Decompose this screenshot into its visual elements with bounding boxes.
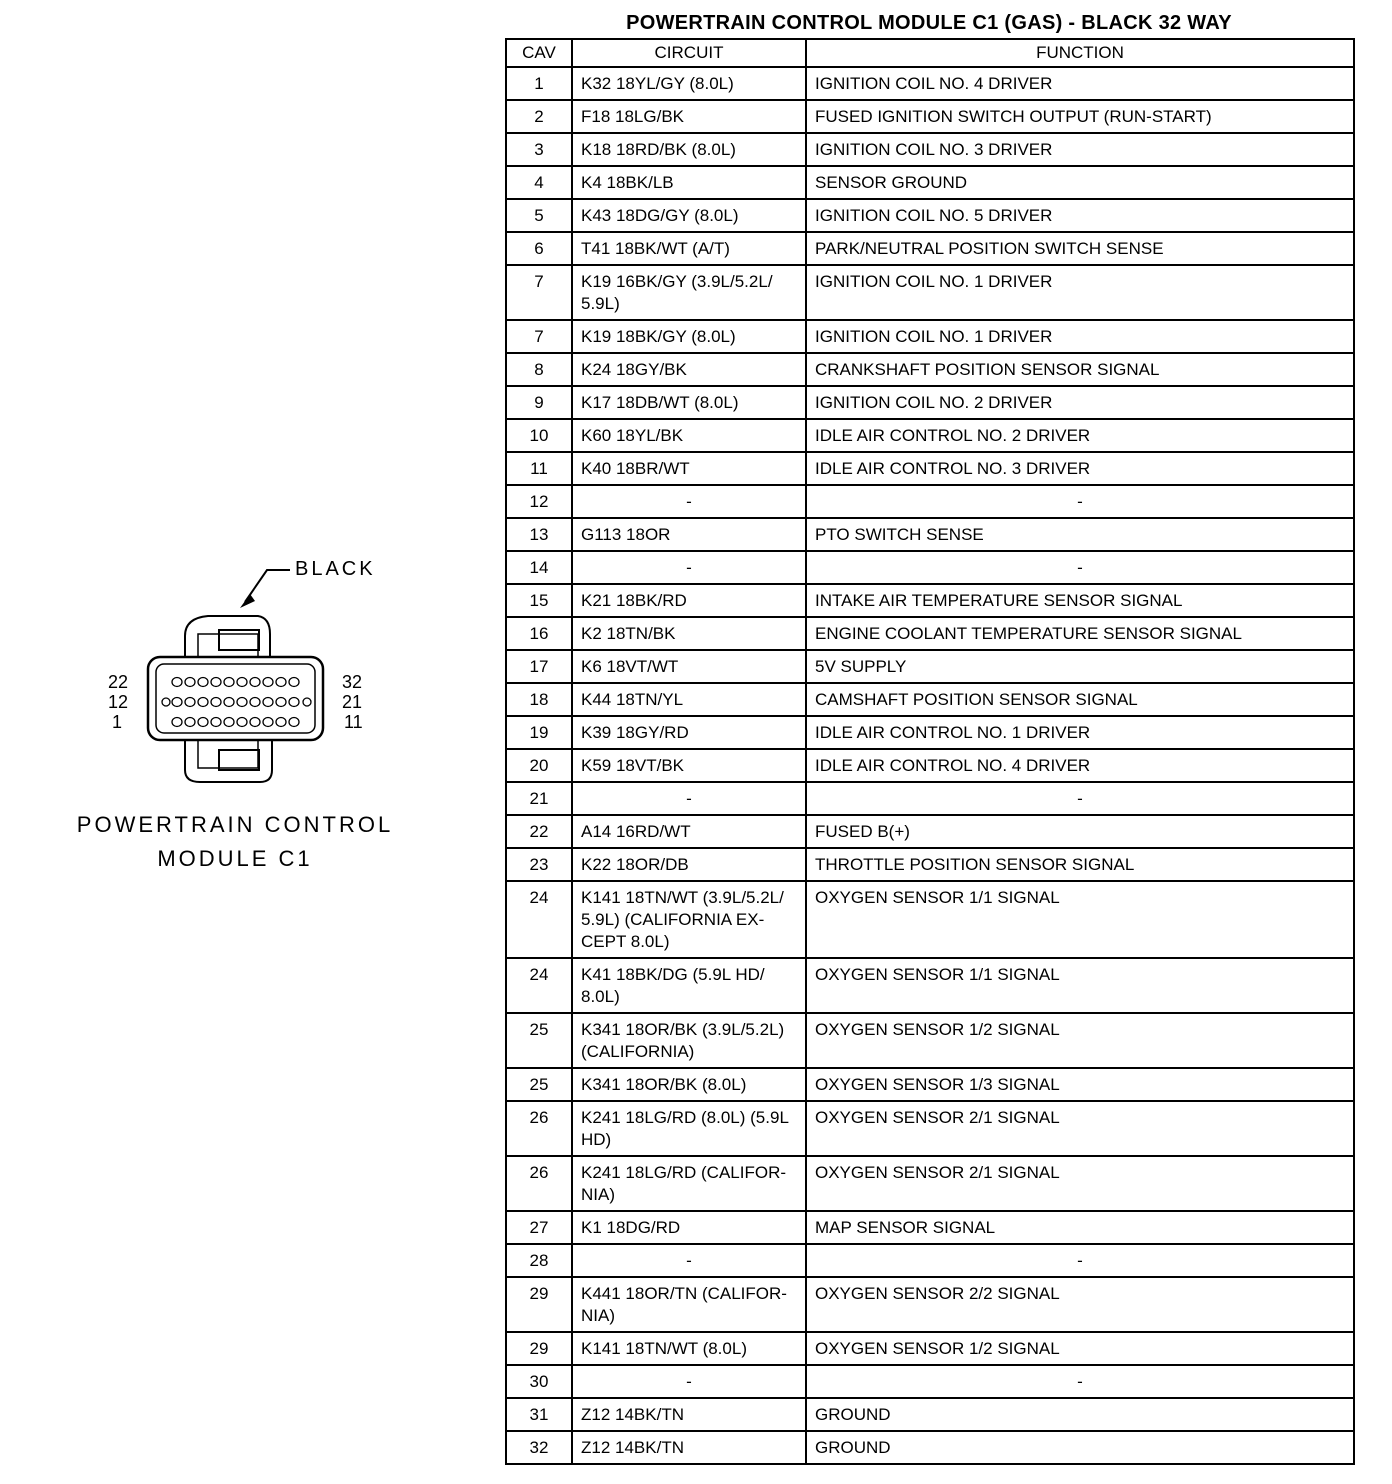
circuit-cell: K1 18DG/RD (572, 1211, 806, 1244)
function-cell: - (806, 551, 1354, 584)
table-row (506, 1332, 1354, 1365)
cav-cell: 24 (506, 958, 572, 1013)
function-cell: THROTTLE POSITION SENSOR SIGNAL (806, 848, 1354, 881)
circuit-cell: F18 18LG/BK (572, 100, 806, 133)
cavity-hole (198, 718, 208, 727)
cavity-hole (250, 718, 260, 727)
circuit-cell: G113 18OR (572, 518, 806, 551)
table-row (506, 232, 1354, 265)
cav-cell: 30 (506, 1365, 572, 1398)
cavity-hole (185, 698, 195, 707)
cav-cell: 8 (506, 353, 572, 386)
circuit-cell: T41 18BK/WT (A/T) (572, 232, 806, 265)
function-cell: INTAKE AIR TEMPERATURE SENSOR SIGNAL (806, 584, 1354, 617)
function-cell: IGNITION COIL NO. 2 DRIVER (806, 386, 1354, 419)
table-row (506, 1013, 1354, 1068)
circuit-cell: K41 18BK/DG (5.9L HD/ 8.0L) (572, 958, 806, 1013)
cav-cell: 11 (506, 452, 572, 485)
cav-cell: 5 (506, 199, 572, 232)
table-row (506, 100, 1354, 133)
circuit-cell: K59 18VT/BK (572, 749, 806, 782)
cavity-hole (172, 718, 182, 727)
table-row (506, 1211, 1354, 1244)
cavity-hole (237, 718, 247, 727)
function-cell: - (806, 1365, 1354, 1398)
cav-cell: 6 (506, 232, 572, 265)
table-row (506, 1365, 1354, 1398)
function-cell: PARK/NEUTRAL POSITION SWITCH SENSE (806, 232, 1354, 265)
cavity-hole (263, 718, 273, 727)
circuit-cell: - (572, 1244, 806, 1277)
cavity-hole (276, 718, 286, 727)
cav-cell: 2 (506, 100, 572, 133)
pin-label-11: 11 (344, 712, 363, 732)
circuit-cell: Z12 14BK/TN (572, 1398, 806, 1431)
circuit-cell: K18 18RD/BK (8.0L) (572, 133, 806, 166)
cavity-hole (172, 698, 182, 707)
cavity-hole (172, 678, 182, 687)
table-row (506, 419, 1354, 452)
function-cell: IDLE AIR CONTROL NO. 2 DRIVER (806, 419, 1354, 452)
cavity-hole (289, 678, 299, 687)
cav-cell: 16 (506, 617, 572, 650)
cavity-hole (237, 678, 247, 687)
pin-label-22: 22 (107, 672, 128, 692)
circuit-cell: K44 18TN/YL (572, 683, 806, 716)
circuit-cell: - (572, 551, 806, 584)
cav-cell: 29 (506, 1332, 572, 1365)
circuit-cell: K2 18TN/BK (572, 617, 806, 650)
cavity-hole (211, 718, 221, 727)
cavity-hole (224, 718, 234, 727)
cavity-hole (289, 698, 299, 707)
circuit-cell: Z12 14BK/TN (572, 1431, 806, 1464)
circuit-cell: K241 18LG/RD (8.0L) (5.9L HD) (572, 1101, 806, 1156)
cavity-hole (303, 698, 311, 706)
table-row (506, 683, 1354, 716)
circuit-cell: K19 18BK/GY (8.0L) (572, 320, 806, 353)
table-row (506, 485, 1354, 518)
function-cell: OXYGEN SENSOR 1/2 SIGNAL (806, 1013, 1354, 1068)
column-header-cav: CAV (506, 39, 572, 67)
cavity-hole (198, 678, 208, 687)
function-cell: OXYGEN SENSOR 1/3 SIGNAL (806, 1068, 1354, 1101)
cav-cell: 25 (506, 1013, 572, 1068)
connector-color-label: BLACK (295, 558, 376, 580)
function-cell: OXYGEN SENSOR 2/1 SIGNAL (806, 1156, 1354, 1211)
table-row (506, 650, 1354, 683)
function-cell: IGNITION COIL NO. 1 DRIVER (806, 320, 1354, 353)
circuit-cell: K39 18GY/RD (572, 716, 806, 749)
cavity-hole (198, 698, 208, 707)
function-cell: OXYGEN SENSOR 2/1 SIGNAL (806, 1101, 1354, 1156)
cav-cell: 13 (506, 518, 572, 551)
circuit-cell: K341 18OR/BK (8.0L) (572, 1068, 806, 1101)
cav-cell: 3 (506, 133, 572, 166)
table-row (506, 1398, 1354, 1431)
cav-cell: 4 (506, 166, 572, 199)
table-row (506, 716, 1354, 749)
cavity-hole (276, 698, 286, 707)
connector-caption-line2: MODULE C1 (157, 846, 313, 871)
table-row (506, 166, 1354, 199)
function-cell: - (806, 782, 1354, 815)
pointer-arrowhead (240, 594, 255, 608)
function-cell: OXYGEN SENSOR 1/1 SIGNAL (806, 881, 1354, 958)
cav-cell: 26 (506, 1156, 572, 1211)
cav-cell: 29 (506, 1277, 572, 1332)
function-cell: IGNITION COIL NO. 4 DRIVER (806, 67, 1354, 100)
function-cell: CRANKSHAFT POSITION SENSOR SIGNAL (806, 353, 1354, 386)
function-cell: 5V SUPPLY (806, 650, 1354, 683)
table-row (506, 617, 1354, 650)
cavity-hole (276, 678, 286, 687)
table-row (506, 452, 1354, 485)
cav-cell: 26 (506, 1101, 572, 1156)
cav-cell: 7 (506, 265, 572, 320)
table-row (506, 386, 1354, 419)
circuit-cell: K341 18OR/BK (3.9L/5.2L) (CALIFORNIA) (572, 1013, 806, 1068)
connector-body (148, 616, 323, 782)
circuit-cell: K141 18TN/WT (3.9L/5.2L/ 5.9L) (CALIFORNIA EX- CEPT 8.0L) (572, 881, 806, 958)
function-cell: SENSOR GROUND (806, 166, 1354, 199)
cav-cell: 14 (506, 551, 572, 584)
function-cell: OXYGEN SENSOR 1/1 SIGNAL (806, 958, 1354, 1013)
table-row (506, 1068, 1354, 1101)
table-row (506, 67, 1354, 100)
connector-caption-line1: POWERTRAIN CONTROL (76, 812, 394, 837)
circuit-cell: K19 16BK/GY (3.9L/5.2L/ 5.9L) (572, 265, 806, 320)
table-row (506, 782, 1354, 815)
function-cell: IDLE AIR CONTROL NO. 4 DRIVER (806, 749, 1354, 782)
function-cell: GROUND (806, 1431, 1354, 1464)
cav-cell: 10 (506, 419, 572, 452)
cavity-hole (185, 718, 195, 727)
function-cell: OXYGEN SENSOR 1/2 SIGNAL (806, 1332, 1354, 1365)
function-cell: GROUND (806, 1398, 1354, 1431)
cavity-hole (224, 698, 234, 707)
table-row (506, 749, 1354, 782)
cav-cell: 20 (506, 749, 572, 782)
table-row (506, 320, 1354, 353)
cav-cell: 27 (506, 1211, 572, 1244)
cavity-hole (211, 698, 221, 707)
table-row (506, 958, 1354, 1013)
function-cell: IGNITION COIL NO. 3 DRIVER (806, 133, 1354, 166)
function-cell: OXYGEN SENSOR 2/2 SIGNAL (806, 1277, 1354, 1332)
function-cell: - (806, 1244, 1354, 1277)
function-cell: MAP SENSOR SIGNAL (806, 1211, 1354, 1244)
circuit-cell: A14 16RD/WT (572, 815, 806, 848)
cav-cell: 23 (506, 848, 572, 881)
cavity-hole (289, 718, 299, 727)
cav-cell: 12 (506, 485, 572, 518)
table-row (506, 518, 1354, 551)
circuit-cell: K40 18BR/WT (572, 452, 806, 485)
circuit-cell: K241 18LG/RD (CALIFOR- NIA) (572, 1156, 806, 1211)
cavity-hole (162, 698, 170, 706)
function-cell: IGNITION COIL NO. 5 DRIVER (806, 199, 1354, 232)
pin-label-1: 1 (111, 712, 122, 732)
table-row (506, 1431, 1354, 1464)
pinout-table (505, 38, 1355, 1465)
circuit-cell: K4 18BK/LB (572, 166, 806, 199)
function-cell: IDLE AIR CONTROL NO. 1 DRIVER (806, 716, 1354, 749)
table-row (506, 353, 1354, 386)
table-row (506, 1244, 1354, 1277)
table-row (506, 584, 1354, 617)
cav-cell: 32 (506, 1431, 572, 1464)
table-title: POWERTRAIN CONTROL MODULE C1 (GAS) - BLACK 32 WAY (626, 12, 1232, 34)
function-cell: IDLE AIR CONTROL NO. 3 DRIVER (806, 452, 1354, 485)
cav-cell: 15 (506, 584, 572, 617)
pin-label-21: 21 (342, 692, 363, 712)
circuit-cell: K24 18GY/BK (572, 353, 806, 386)
table-row (506, 881, 1354, 958)
cavity-hole (250, 698, 260, 707)
cavity-hole (263, 698, 273, 707)
header-row (506, 39, 1354, 67)
cavity-hole (263, 678, 273, 687)
pin-label-32: 32 (342, 672, 363, 692)
function-cell: FUSED B(+) (806, 815, 1354, 848)
function-cell: ENGINE COOLANT TEMPERATURE SENSOR SIGNAL (806, 617, 1354, 650)
circuit-cell: K60 18YL/BK (572, 419, 806, 452)
cavity-hole (237, 698, 247, 707)
cavity-hole (211, 678, 221, 687)
circuit-cell: K43 18DG/GY (8.0L) (572, 199, 806, 232)
circuit-cell: K22 18OR/DB (572, 848, 806, 881)
circuit-cell: - (572, 1365, 806, 1398)
circuit-cell: K21 18BK/RD (572, 584, 806, 617)
circuit-cell: K32 18YL/GY (8.0L) (572, 67, 806, 100)
table-row (506, 551, 1354, 584)
circuit-cell: - (572, 782, 806, 815)
function-cell: PTO SWITCH SENSE (806, 518, 1354, 551)
cav-cell: 18 (506, 683, 572, 716)
cav-cell: 28 (506, 1244, 572, 1277)
circuit-cell: K6 18VT/WT (572, 650, 806, 683)
function-cell: CAMSHAFT POSITION SENSOR SIGNAL (806, 683, 1354, 716)
cav-cell: 9 (506, 386, 572, 419)
circuit-cell: K141 18TN/WT (8.0L) (572, 1332, 806, 1365)
pin-label-12: 12 (107, 692, 128, 712)
table-row (506, 815, 1354, 848)
table-row (506, 848, 1354, 881)
table-row (506, 265, 1354, 320)
cav-cell: 31 (506, 1398, 572, 1431)
cav-cell: 25 (506, 1068, 572, 1101)
table-row (506, 1156, 1354, 1211)
cav-cell: 1 (506, 67, 572, 100)
circuit-cell: - (572, 485, 806, 518)
cav-cell: 7 (506, 320, 572, 353)
cavity-hole (185, 678, 195, 687)
cav-cell: 21 (506, 782, 572, 815)
cavity-hole (224, 678, 234, 687)
table-row (506, 199, 1354, 232)
cavity-hole (250, 678, 260, 687)
table-row (506, 133, 1354, 166)
cav-cell: 22 (506, 815, 572, 848)
cavity-holes (162, 678, 311, 727)
function-cell: - (806, 485, 1354, 518)
circuit-cell: K441 18OR/TN (CALIFOR- NIA) (572, 1277, 806, 1332)
cav-cell: 17 (506, 650, 572, 683)
table-row (506, 1101, 1354, 1156)
cav-cell: 24 (506, 881, 572, 958)
function-cell: IGNITION COIL NO. 1 DRIVER (806, 265, 1354, 320)
column-header-function: FUNCTION (806, 39, 1354, 67)
table-row (506, 1277, 1354, 1332)
table-body (506, 67, 1354, 1464)
function-cell: FUSED IGNITION SWITCH OUTPUT (RUN-START) (806, 100, 1354, 133)
column-header-circuit: CIRCUIT (572, 39, 806, 67)
cav-cell: 19 (506, 716, 572, 749)
circuit-cell: K17 18DB/WT (8.0L) (572, 386, 806, 419)
